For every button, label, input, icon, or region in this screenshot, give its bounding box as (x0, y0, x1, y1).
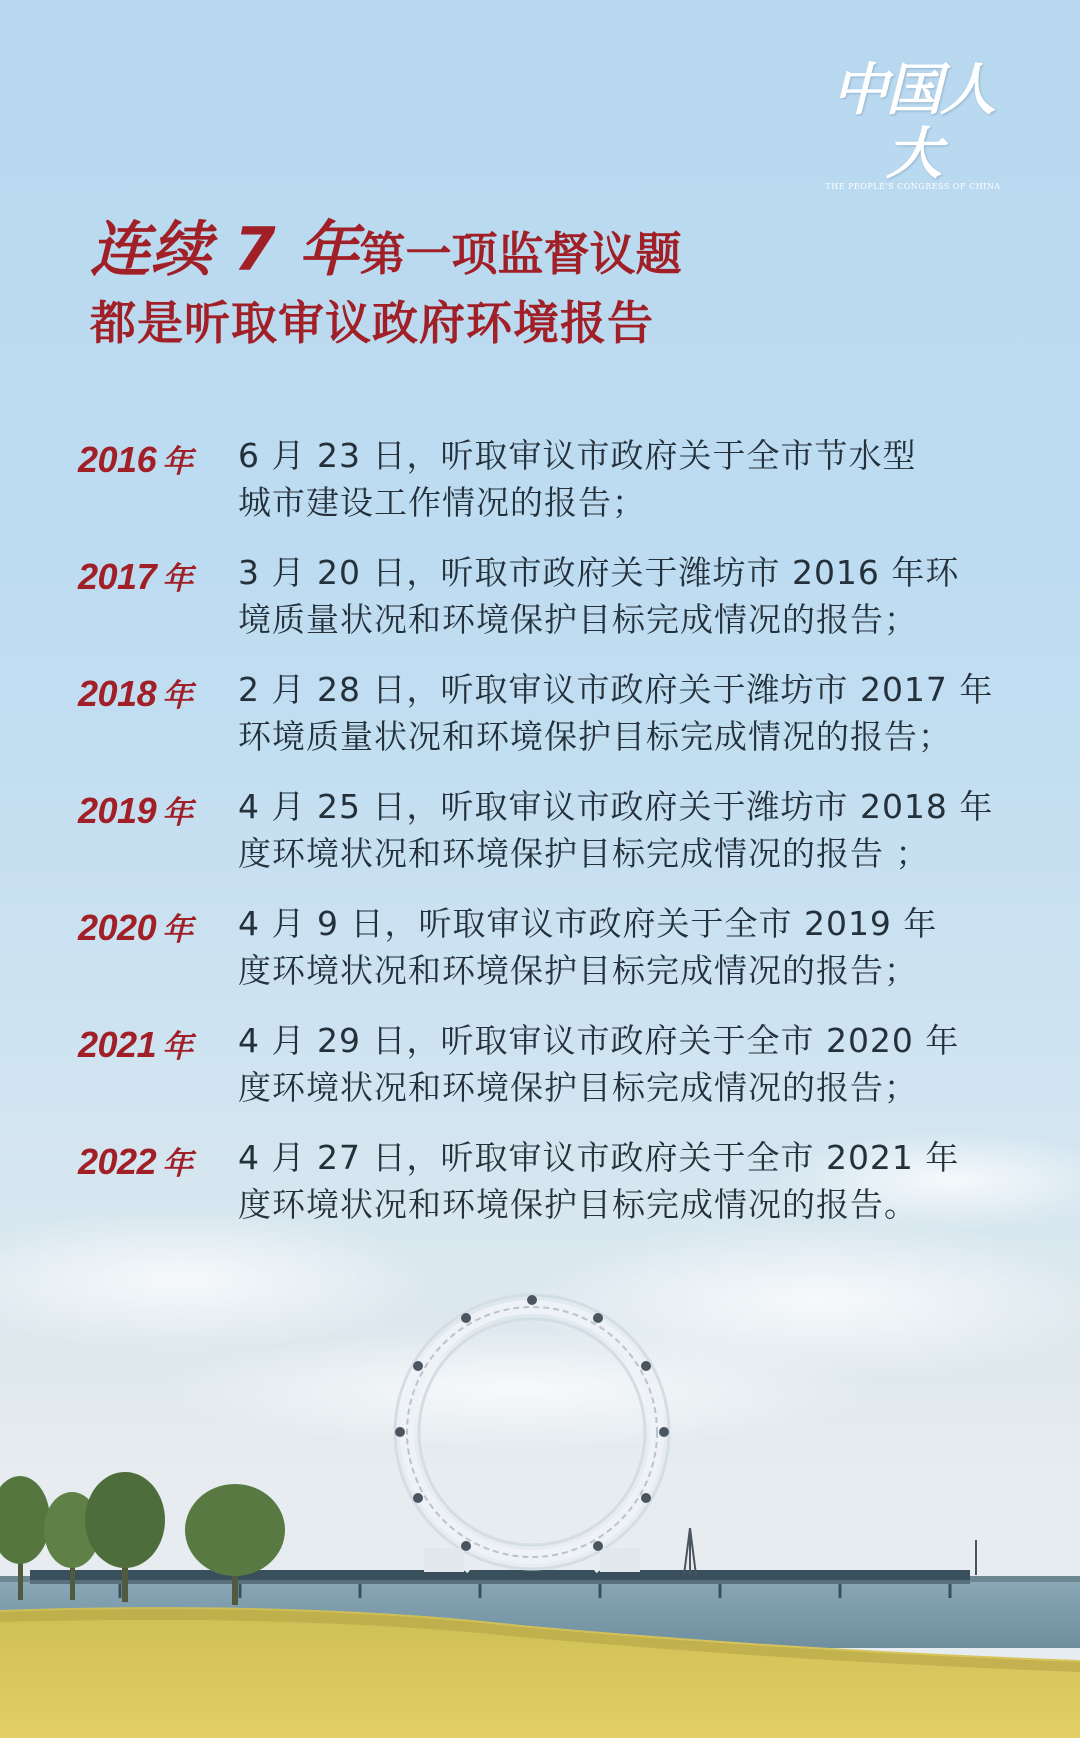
entry-description (238, 666, 998, 760)
year-number: 2018 (78, 673, 157, 714)
description-line-2: 环境质量状况和环境保护目标完成情况的报告； (238, 717, 952, 756)
timeline-entry-2017 (78, 549, 1018, 666)
year-suffix: 年 (162, 444, 193, 479)
year-label (78, 436, 228, 481)
entry-description (238, 900, 998, 994)
year-suffix: 年 (162, 1029, 193, 1064)
timeline-entry-2019 (78, 783, 1018, 900)
year-label (78, 670, 228, 715)
year-suffix: 年 (162, 561, 193, 596)
timeline-entry-2022 (78, 1134, 1018, 1251)
headline-line-1-rest: 第一项监督议题 (359, 227, 682, 281)
timeline-entry-2021 (78, 1017, 1018, 1134)
description-line-1: 2 月 28 日，听取审议市政府关于潍坊市 2017 年 (238, 670, 994, 709)
year-suffix: 年 (162, 678, 193, 713)
timeline (78, 432, 1018, 1251)
description-line-2: 度环境状况和环境保护目标完成情况的报告。 (238, 1185, 918, 1224)
year-number: 2022 (78, 1141, 157, 1182)
year-suffix: 年 (162, 1146, 193, 1181)
description-line-2: 度环境状况和环境保护目标完成情况的报告； (238, 951, 918, 990)
entry-description (238, 783, 998, 877)
description-line-2: 度环境状况和环境保护目标完成情况的报告 ； (238, 834, 930, 873)
headline-emphasis: 连续 7 年 (90, 215, 360, 285)
timeline-entry-2016 (78, 432, 1018, 549)
cloud (160, 1330, 880, 1450)
headline-line-1 (90, 212, 990, 288)
year-number: 2020 (78, 907, 157, 948)
year-label (78, 1138, 228, 1183)
description-line-1: 4 月 27 日，听取审议市政府关于全市 2021 年 (238, 1138, 960, 1177)
logo-chinese-text: 中国人大 (832, 57, 994, 187)
description-line-1: 3 月 20 日，听取市政府关于潍坊市 2016 年环 (238, 553, 960, 592)
entry-description (238, 432, 998, 526)
description-line-1: 4 月 29 日，听取审议市政府关于全市 2020 年 (238, 1021, 960, 1060)
logo (808, 57, 1018, 191)
year-label (78, 787, 228, 832)
timeline-entry-2020 (78, 900, 1018, 1017)
year-suffix: 年 (162, 912, 193, 947)
year-number: 2017 (78, 556, 157, 597)
entry-description (238, 1017, 998, 1111)
year-label (78, 553, 228, 598)
description-line-2: 境质量状况和环境保护目标完成情况的报告； (238, 600, 918, 639)
year-number: 2019 (78, 790, 157, 831)
description-line-2: 度环境状况和环境保护目标完成情况的报告； (238, 1068, 918, 1107)
year-label (78, 904, 228, 949)
year-suffix: 年 (162, 795, 193, 830)
year-number: 2016 (78, 439, 157, 480)
headline-line-2: 都是听取审议政府环境报告 (90, 296, 654, 350)
entry-description (238, 1134, 998, 1228)
year-label (78, 1021, 228, 1066)
entry-description (238, 549, 998, 643)
year-number: 2021 (78, 1024, 157, 1065)
timeline-entry-2018 (78, 666, 1018, 783)
description-line-1: 4 月 9 日，听取审议市政府关于全市 2019 年 (238, 904, 938, 943)
description-line-2: 城市建设工作情况的报告； (238, 483, 646, 522)
headline (90, 212, 990, 358)
logo-english-text: THE PEOPLE'S CONGRESS OF CHINA (825, 182, 1001, 191)
radio-tower (684, 1528, 976, 1575)
description-line-1: 4 月 25 日，听取审议市政府关于潍坊市 2018 年 (238, 787, 994, 826)
description-line-1: 6 月 23 日，听取审议市政府关于全市节水型 (238, 436, 917, 475)
